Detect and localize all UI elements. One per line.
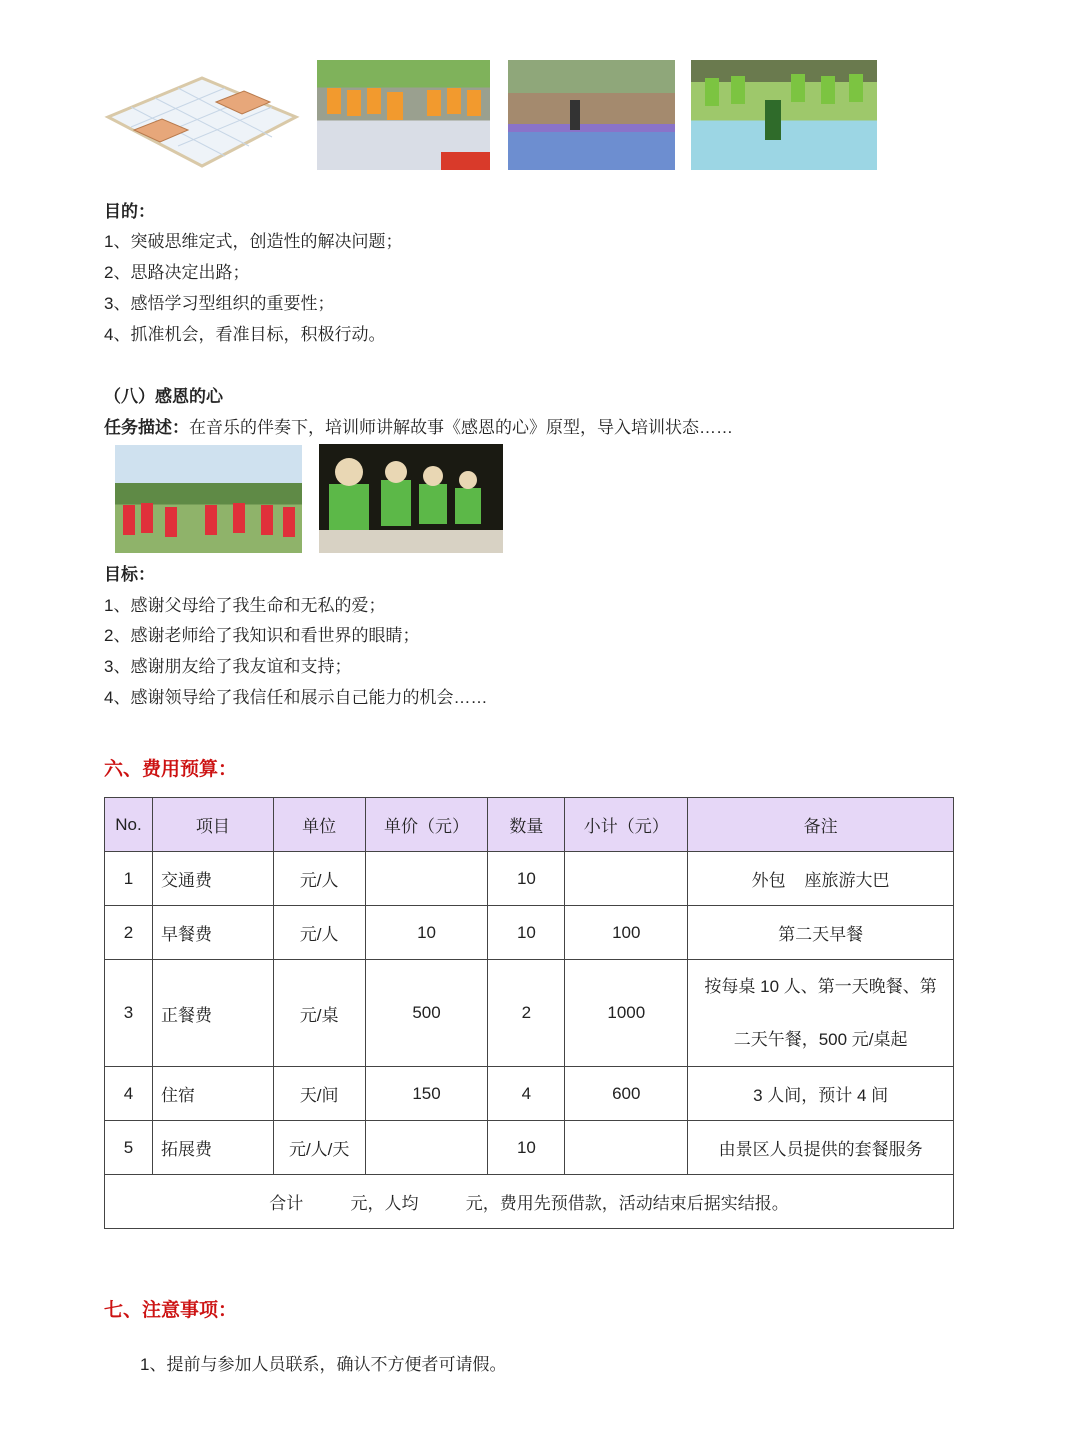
cell-note: 由景区人员提供的套餐服务 bbox=[688, 1121, 954, 1175]
table-row bbox=[105, 960, 954, 1067]
cell-item: 交通费 bbox=[152, 852, 273, 906]
header-price: 单价（元） bbox=[365, 798, 488, 852]
table-row bbox=[105, 1067, 954, 1121]
cell-qty: 10 bbox=[488, 906, 565, 960]
goal-heading: 目标： bbox=[104, 565, 155, 584]
cell-no: 1 bbox=[105, 852, 153, 906]
section-7-title: 七、注意事项： bbox=[104, 1300, 238, 1321]
purpose-item-4: 4、抓准机会，看准目标，积极行动。 bbox=[104, 325, 386, 344]
cell-subtotal: 100 bbox=[565, 906, 688, 960]
praying-group-photo bbox=[319, 444, 503, 553]
green-team-photo bbox=[691, 60, 877, 170]
section-6-title: 六、费用预算： bbox=[104, 759, 238, 780]
table-header-row bbox=[105, 798, 954, 852]
purpose-item-2: 2、思路决定出路； bbox=[104, 263, 250, 282]
header-subtotal: 小计（元） bbox=[565, 798, 688, 852]
cell-subtotal: 600 bbox=[565, 1067, 688, 1121]
goal-item-1: 1、感谢父母给了我生命和无私的爱； bbox=[104, 596, 386, 615]
purpose-heading: 目的： bbox=[104, 202, 155, 221]
header-unit: 单位 bbox=[273, 798, 365, 852]
cell-unit: 元/桌 bbox=[273, 960, 365, 1067]
cell-price: 10 bbox=[365, 906, 488, 960]
cell-item: 拓展费 bbox=[152, 1121, 273, 1175]
cell-note: 外包 座旅游大巴 bbox=[688, 852, 954, 906]
task-text: 在音乐的伴奏下，培训师讲解故事《感恩的心》原型，导入培训状态…… bbox=[189, 418, 733, 437]
outdoor-group-photo bbox=[115, 445, 302, 553]
cell-subtotal bbox=[565, 1121, 688, 1175]
cell-item: 正餐费 bbox=[152, 960, 273, 1067]
cell-qty: 4 bbox=[488, 1067, 565, 1121]
cell-unit: 天/间 bbox=[273, 1067, 365, 1121]
cell-no: 4 bbox=[105, 1067, 153, 1121]
cell-unit: 元/人/天 bbox=[273, 1121, 365, 1175]
purpose-item-1: 1、突破思维定式，创造性的解决问题； bbox=[104, 232, 403, 251]
table-row bbox=[105, 1121, 954, 1175]
header-no: No. bbox=[105, 798, 153, 852]
table-total-row bbox=[105, 1175, 954, 1229]
cell-price bbox=[365, 852, 488, 906]
total-cell: 合计 元，人均 元，费用先预借款，活动结束后据实结报。 bbox=[105, 1175, 954, 1229]
table-row bbox=[105, 852, 954, 906]
cell-price: 150 bbox=[365, 1067, 488, 1121]
section-8-title: （八）感恩的心 bbox=[104, 387, 223, 406]
cell-qty: 10 bbox=[488, 1121, 565, 1175]
orange-team-photo bbox=[317, 60, 490, 170]
cell-note-line-1: 按每桌 10 人、第一天晚餐、第 bbox=[704, 977, 937, 996]
cell-unit: 元/人 bbox=[273, 852, 365, 906]
cell-subtotal bbox=[565, 852, 688, 906]
cell-subtotal: 1000 bbox=[565, 960, 688, 1067]
cell-price: 500 bbox=[365, 960, 488, 1067]
purpose-item-3: 3、感悟学习型组织的重要性； bbox=[104, 294, 335, 313]
task-label: 任务描述： bbox=[104, 418, 189, 437]
colored-mat-photo bbox=[508, 60, 675, 170]
cell-no: 5 bbox=[105, 1121, 153, 1175]
cell-unit: 元/人 bbox=[273, 906, 365, 960]
cell-no: 3 bbox=[105, 960, 153, 1067]
floor-grid-diagram-image bbox=[104, 72, 300, 172]
cell-item: 住宿 bbox=[152, 1067, 273, 1121]
header-qty: 数量 bbox=[488, 798, 565, 852]
cell-qty: 10 bbox=[488, 852, 565, 906]
cell-note: 第二天早餐 bbox=[688, 906, 954, 960]
cell-item: 早餐费 bbox=[152, 906, 273, 960]
cell-price bbox=[365, 1121, 488, 1175]
budget-table bbox=[104, 797, 954, 1229]
task-description bbox=[104, 416, 733, 440]
cell-qty: 2 bbox=[488, 960, 565, 1067]
table-row bbox=[105, 906, 954, 960]
cell-note bbox=[688, 960, 954, 1067]
goal-item-4: 4、感谢领导给了我信任和展示自己能力的机会…… bbox=[104, 688, 488, 707]
cell-no: 2 bbox=[105, 906, 153, 960]
cell-note-line-2: 二天午餐，500 元/桌起 bbox=[733, 1030, 908, 1049]
goal-item-3: 3、感谢朋友给了我友谊和支持； bbox=[104, 657, 352, 676]
header-item: 项目 bbox=[152, 798, 273, 852]
cell-note: 3 人间，预计 4 间 bbox=[688, 1067, 954, 1121]
header-note: 备注 bbox=[688, 798, 954, 852]
notice-item-1: 1、提前与参加人员联系，确认不方便者可请假。 bbox=[140, 1355, 507, 1374]
goal-item-2: 2、感谢老师给了我知识和看世界的眼睛； bbox=[104, 626, 420, 645]
